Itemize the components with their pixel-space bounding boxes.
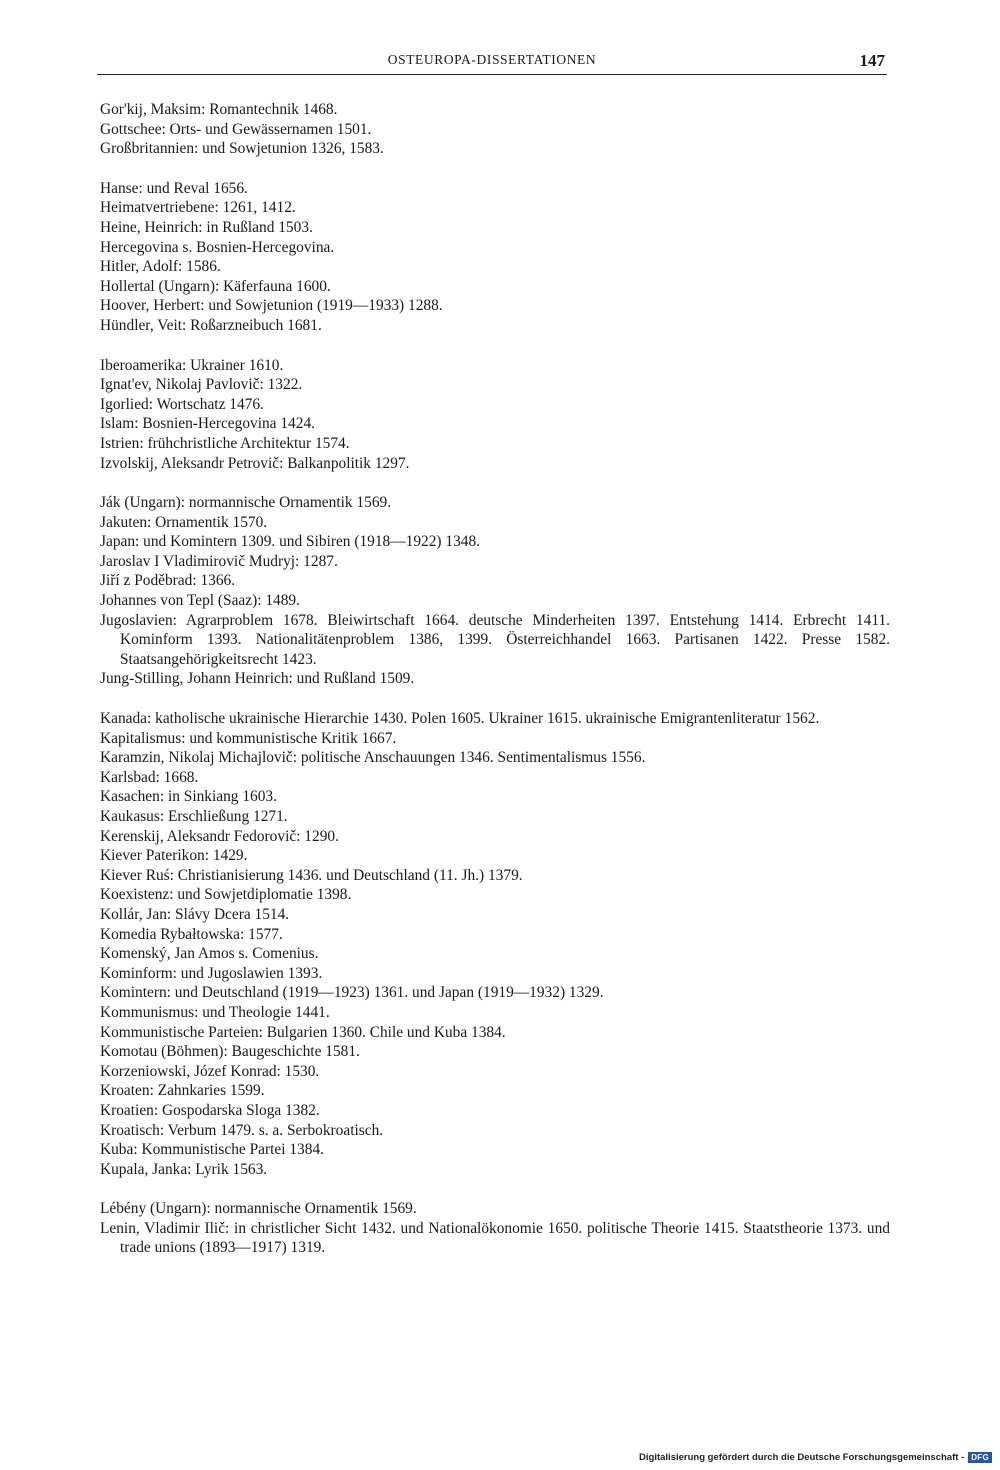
index-entry: Islam: Bosnien-Hercegovina 1424. — [100, 415, 315, 433]
footer-text: Digitalisierung gefördert durch die Deutsche Forschungsgemeinschaft - — [639, 1452, 965, 1463]
index-group-j — [100, 493, 890, 689]
index-entry: Kapitalismus: und kommunistische Kritik 1667. — [100, 729, 397, 747]
page-header — [97, 50, 887, 75]
index-entry: Lenin, Vladimir Ilič: in christlicher Sicht 1432. und Nationalökonomie 1650. politische Theorie 1415. Staatstheorie 1373. und trade unions (1893—1917) 1319. — [100, 1219, 890, 1257]
index-entry: Jaroslav I Vladimirovič Mudryj: 1287. — [100, 552, 338, 570]
index-entry: Großbritannien: und Sowjetunion 1326, 1583. — [100, 140, 384, 158]
index-entry: Kollár, Jan: Slávy Dcera 1514. — [100, 905, 290, 923]
index-entry: Hollertal (Ungarn): Käferfauna 1600. — [100, 277, 331, 295]
index-entry: Gor'kij, Maksim: Romantechnik 1468. — [100, 101, 338, 118]
index-entry: Karamzin, Nikolaj Michajlovič: politische Anschauungen 1346. Sentimentalismus 1556. — [100, 749, 646, 767]
index-entry: Koexistenz: und Sowjetdiplomatie 1398. — [100, 886, 352, 904]
index-entry: Izvolskij, Aleksandr Petrovič: Balkanpolitik 1297. — [100, 454, 410, 472]
index-entry: Igorlied: Wortschatz 1476. — [100, 395, 264, 413]
index-entry: Istrien: frühchristliche Architektur 1574. — [100, 434, 350, 452]
index-group-k — [100, 709, 890, 1179]
index-entry: Jakuten: Ornamentik 1570. — [100, 513, 268, 531]
index-group-l — [100, 1199, 890, 1258]
index-entry: Heine, Heinrich: in Rußland 1503. — [100, 218, 313, 236]
index-entry: Komintern: und Deutschland (1919—1923) 1361. und Japan (1919—1932) 1329. — [100, 984, 604, 1002]
index-group-h — [100, 179, 890, 336]
index-entry: Kroatisch: Verbum 1479. s. a. Serbokroatisch. — [100, 1121, 384, 1139]
dfg-logo: DFG — [968, 1452, 992, 1463]
index-entry: Hündler, Veit: Roßarzneibuch 1681. — [100, 316, 322, 334]
index-entry: Ignat'ev, Nikolaj Pavlovič: 1322. — [100, 376, 303, 394]
digitization-footer — [639, 1452, 992, 1463]
index-entry: Johannes von Tepl (Saaz): 1489. — [100, 592, 300, 610]
index-entry: Kiever Paterikon: 1429. — [100, 847, 248, 865]
index-entry: Kasachen: in Sinkiang 1603. — [100, 788, 277, 806]
index-entry: Hoover, Herbert: und Sowjetunion (1919—1933) 1288. — [100, 297, 443, 315]
index-entry: Komedia Rybałtowska: 1577. — [100, 925, 283, 943]
index-entry: Kaukasus: Erschließung 1271. — [100, 808, 288, 825]
index-entry: Heimatvertriebene: 1261, 1412. — [100, 199, 296, 217]
index-entry: Hanse: und Reval 1656. — [100, 179, 248, 197]
index-entry: Jiří z Poděbrad: 1366. — [100, 572, 236, 590]
index-entry: Kuba: Kommunistische Partei 1384. — [100, 1141, 324, 1159]
index-entry: Kommunismus: und Theologie 1441. — [100, 1003, 330, 1021]
index-entry: Hitler, Adolf: 1586. — [100, 258, 221, 276]
index-entry: Kommunistische Parteien: Bulgarien 1360. Chile und Kuba 1384. — [100, 1023, 506, 1041]
index-entry: Gottschee: Orts- und Gewässernamen 1501. — [100, 120, 372, 138]
index-content — [100, 100, 890, 1278]
index-entry: Kiever Ruś: Christianisierung 1436. und Deutschland (11. Jh.) 1379. — [100, 866, 523, 884]
index-entry: Hercegovina s. Bosnien-Hercegovina. — [100, 238, 335, 256]
index-entry: Kroatien: Gospodarska Sloga 1382. — [100, 1101, 320, 1119]
index-entry: Komenský, Jan Amos s. Comenius. — [100, 945, 319, 963]
index-entry: Karlsbad: 1668. — [100, 768, 199, 786]
index-entry: Japan: und Komintern 1309. und Sibiren (1918—1922) 1348. — [100, 533, 481, 551]
index-entry: Korzeniowski, Józef Konrad: 1530. — [100, 1062, 320, 1080]
index-entry: Komotau (Böhmen): Baugeschichte 1581. — [100, 1043, 360, 1061]
running-title: OSTEUROPA-DISSERTATIONEN — [387, 52, 597, 67]
index-entry: Ják (Ungarn): normannische Ornamentik 1569. — [100, 494, 392, 512]
index-entry: Jugoslavien: Agrarproblem 1678. Bleiwirtschaft 1664. deutsche Minderheiten 1397. Entstehung 1414. Erbrecht 1411. Kominform 1393. Nationalitätenproblem 1386, 1399. Österreichhandel 1663. Partisanen 1422. Presse 1582. Staatsangehörigkeitsrecht 1423. — [100, 611, 890, 668]
index-entry: Kerenskij, Aleksandr Fedorovič: 1290. — [100, 827, 339, 845]
index-entry: Kominform: und Jugoslawien 1393. — [100, 964, 323, 982]
index-entry: Kanada: katholische ukrainische Hierarchie 1430. Polen 1605. Ukrainer 1615. ukrainische Emigrantenliteratur 1562. — [100, 710, 820, 728]
page-number: 147 — [859, 51, 885, 70]
index-group-i — [100, 356, 890, 474]
index-entry: Kupala, Janka: Lyrik 1563. — [100, 1160, 268, 1178]
index-entry: Lébény (Ungarn): normannische Ornamentik 1569. — [100, 1200, 417, 1218]
index-entry: Kroaten: Zahnkaries 1599. — [100, 1082, 265, 1100]
index-entry: Jung-Stilling, Johann Heinrich: und Rußland 1509. — [100, 670, 415, 688]
index-entry: Iberoamerika: Ukrainer 1610. — [100, 356, 284, 374]
index-group-g — [100, 100, 890, 159]
